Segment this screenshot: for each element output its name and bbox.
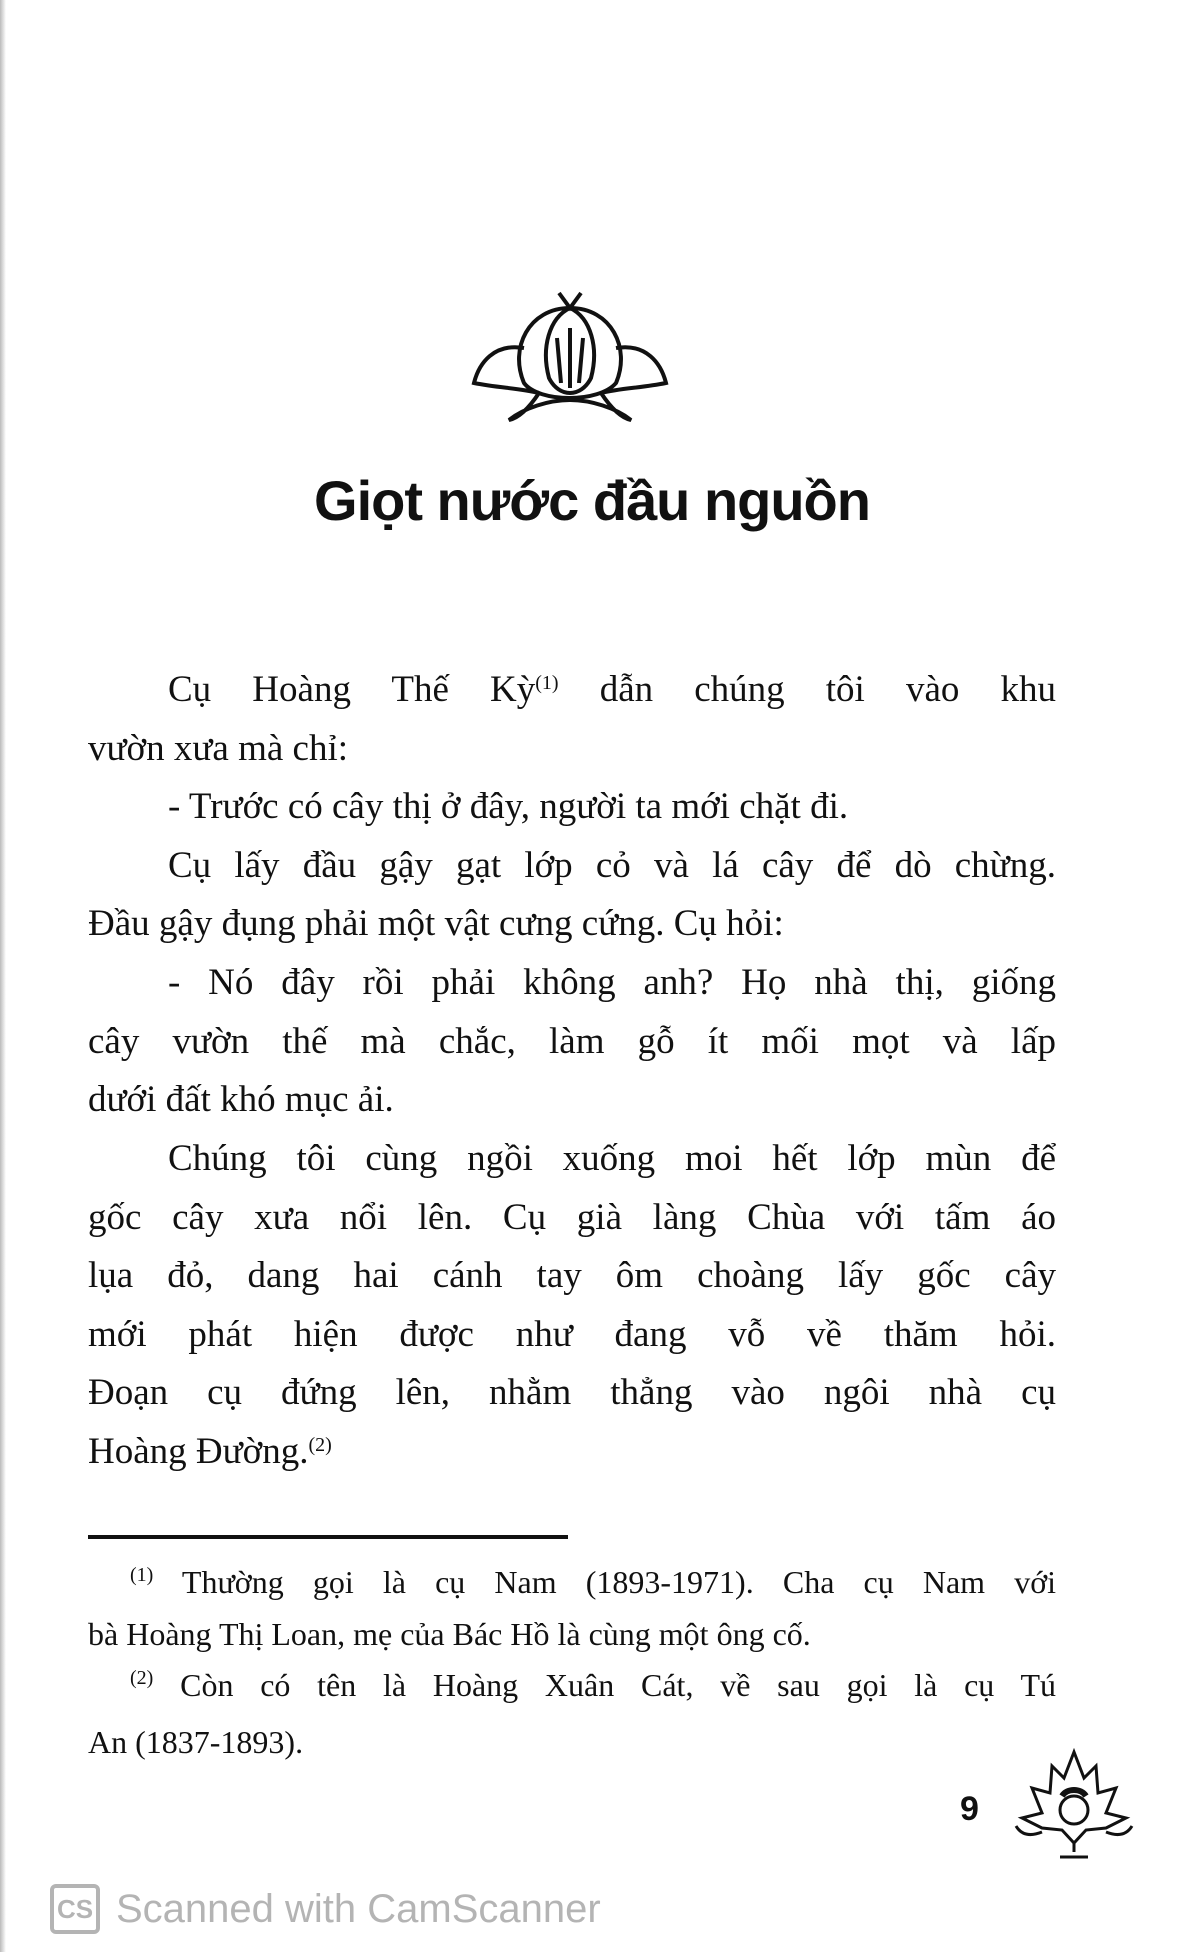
footnote-divider	[88, 1535, 568, 1539]
watermark-text: Scanned with CamScanner	[116, 1886, 601, 1931]
body-line: - Nó đây rồi phải không anh? Họ nhà thị, giống	[168, 962, 1056, 1003]
body-line: Hoàng Đường.$^{(2)}$	[88, 1431, 332, 1472]
body-line: gốc cây xưa nổi lên. Cụ già làng Chùa với tấm áo	[88, 1197, 1056, 1238]
footnote-line: $^{(1)}$ Thường gọi là cụ Nam (1893-1971). Cha cụ Nam với	[130, 1564, 1057, 1600]
body-line: Chúng tôi cùng ngồi xuống moi hết lớp mùn để	[168, 1138, 1056, 1179]
chapter-title: Giọt nước đầu nguồn	[314, 469, 870, 532]
footnote-ref: (1)	[535, 672, 559, 694]
footnote-ref: (2)	[308, 1434, 332, 1456]
body-line: Cụ Hoàng Thế Kỳ$^{(1)}$ dẫn chúng tôi vào khu	[168, 669, 1056, 710]
body-line: dưới đất khó mục ải.	[88, 1079, 394, 1120]
lotus-ornament-icon	[1012, 1748, 1136, 1860]
camscanner-logo-icon: CS	[50, 1884, 100, 1934]
body-line: Đoạn cụ đứng lên, nhằm thẳng vào ngôi nhà cụ	[88, 1372, 1056, 1413]
body-line: - Trước có cây thị ở đây, người ta mới chặt đi.	[168, 786, 849, 827]
footnote-line: $^{(2)}$ Còn có tên là Hoàng Xuân Cát, về sau gọi là cụ Tú	[130, 1667, 1057, 1703]
page-number: 9	[960, 1790, 979, 1828]
footnote-line: bà Hoàng Thị Loan, mẹ của Bác Hồ là cùng một ông cố.	[88, 1616, 811, 1652]
footnote-line: An (1837-1893).	[88, 1724, 304, 1760]
body-line: mới phát hiện được như đang vỗ về thăm hỏi.	[88, 1314, 1056, 1355]
scan-edge	[0, 0, 6, 1952]
body-line: vườn xưa mà chỉ:	[88, 728, 349, 769]
body-line: lụa đỏ, dang hai cánh tay ôm choàng lấy gốc cây	[88, 1255, 1056, 1296]
camscanner-watermark	[50, 1884, 601, 1934]
body-line: Cụ lấy đầu gậy gạt lớp cỏ và lá cây để dò chừng.	[168, 845, 1056, 886]
body-line: cây vườn thế mà chắc, làm gỗ ít mối mọt và lấp	[88, 1021, 1056, 1062]
lotus-ornament-icon	[469, 288, 671, 424]
body-line: Đầu gậy đụng phải một vật cưng cứng. Cụ hỏi:	[88, 903, 784, 944]
